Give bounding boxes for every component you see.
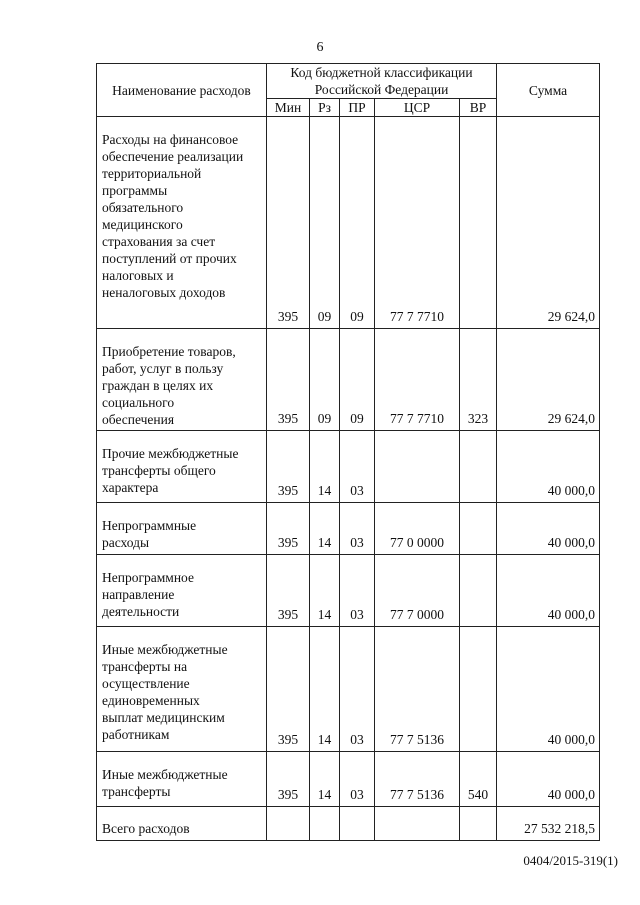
code-vr <box>460 627 497 752</box>
table-row <box>97 503 600 555</box>
code-min: 395 <box>267 329 310 431</box>
expense-name-line: работникам <box>102 727 170 742</box>
header-code-group: Код бюджетной классификации Российской Федерации <box>267 64 497 99</box>
amount: 40 000,0 <box>497 431 600 503</box>
expense-name-line: трансферты <box>102 784 171 799</box>
code-min: 395 <box>267 752 310 807</box>
total-empty-cell <box>267 807 310 841</box>
code-pr: 09 <box>340 329 375 431</box>
header-pr: ПР <box>340 99 375 117</box>
header-vr: ВР <box>460 99 497 117</box>
expense-name <box>97 329 267 431</box>
expense-name-line: неналоговых доходов <box>102 285 226 300</box>
expense-name-line: Расходы на финансовое <box>102 132 239 147</box>
expense-name <box>97 555 267 627</box>
total-empty-cell <box>340 807 375 841</box>
code-vr: 540 <box>460 752 497 807</box>
expense-name <box>97 431 267 503</box>
amount: 29 624,0 <box>497 117 600 329</box>
expense-name-line: социального <box>102 395 175 410</box>
expense-name-line: Приобретение товаров, <box>102 344 236 359</box>
expense-name-line: страхования за счет <box>102 234 216 249</box>
header-min: Мин <box>267 99 310 117</box>
table-row <box>97 329 600 431</box>
expense-name-line: расходы <box>102 535 150 550</box>
expense-name-line: обеспечение реализации <box>102 149 244 164</box>
expense-name-line: программы <box>102 183 168 198</box>
code-min: 395 <box>267 117 310 329</box>
table-row <box>97 431 600 503</box>
expense-name-line: работ, услуг в пользу <box>102 361 224 376</box>
code-csr: 77 7 7710 <box>375 117 460 329</box>
code-csr: 77 7 7710 <box>375 329 460 431</box>
expense-name-line: граждан в целях их <box>102 378 214 393</box>
code-rz: 14 <box>310 431 340 503</box>
expense-name-line: Иные межбюджетные <box>102 767 228 782</box>
code-rz: 09 <box>310 329 340 431</box>
code-min: 395 <box>267 503 310 555</box>
code-rz: 14 <box>310 752 340 807</box>
expense-name-line: поступлений от прочих <box>102 251 237 266</box>
expense-name-line: Непрограммные <box>102 518 197 533</box>
page-number: 6 <box>316 40 324 55</box>
code-pr: 03 <box>340 752 375 807</box>
code-pr: 03 <box>340 503 375 555</box>
amount: 40 000,0 <box>497 627 600 752</box>
table-row <box>97 752 600 807</box>
header-rz: Рз <box>310 99 340 117</box>
code-pr: 03 <box>340 627 375 752</box>
code-vr <box>460 431 497 503</box>
expense-name-line: Прочие межбюджетные <box>102 446 239 461</box>
expense-name-line: обязательного <box>102 200 184 215</box>
code-csr: 77 7 0000 <box>375 555 460 627</box>
code-csr: 77 7 5136 <box>375 752 460 807</box>
header-sum: Сумма <box>497 64 600 117</box>
expense-name <box>97 117 267 329</box>
expense-name-line: выплат медицинским <box>102 710 225 725</box>
code-vr <box>460 503 497 555</box>
code-csr: 77 7 5136 <box>375 627 460 752</box>
total-empty-cell <box>375 807 460 841</box>
code-vr: 323 <box>460 329 497 431</box>
code-min: 395 <box>267 431 310 503</box>
code-csr <box>375 431 460 503</box>
table-row <box>97 555 600 627</box>
expense-name <box>97 627 267 752</box>
code-rz: 09 <box>310 117 340 329</box>
code-pr: 03 <box>340 431 375 503</box>
expense-name-line: деятельности <box>102 604 180 619</box>
expense-name-line: направление <box>102 587 175 602</box>
header-csr: ЦСР <box>375 99 460 117</box>
table-row <box>97 117 600 329</box>
expense-name <box>97 752 267 807</box>
expense-name <box>97 503 267 555</box>
expense-name-line: Непрограммное <box>102 570 194 585</box>
expense-name-line: осуществление <box>102 676 190 691</box>
table-row <box>97 627 600 752</box>
total-empty-cell <box>310 807 340 841</box>
total-sum: 27 532 218,5 <box>497 807 600 841</box>
code-vr <box>460 555 497 627</box>
code-rz: 14 <box>310 503 340 555</box>
code-vr <box>460 117 497 329</box>
code-min: 395 <box>267 555 310 627</box>
expense-name-line: территориальной <box>102 166 202 181</box>
expense-name-line: Иные межбюджетные <box>102 642 228 657</box>
amount: 40 000,0 <box>497 503 600 555</box>
code-min: 395 <box>267 627 310 752</box>
expenses-table <box>96 63 600 841</box>
code-rz: 14 <box>310 627 340 752</box>
total-empty-cell <box>460 807 497 841</box>
amount: 29 624,0 <box>497 329 600 431</box>
expense-name-line: характера <box>102 480 159 495</box>
expense-name-line: медицинского <box>102 217 183 232</box>
code-pr: 09 <box>340 117 375 329</box>
code-csr: 77 0 0000 <box>375 503 460 555</box>
expense-name-line: единовременных <box>102 693 200 708</box>
expense-name-line: трансферты общего <box>102 463 216 478</box>
document-code: 0404/2015-319(1) <box>523 853 618 868</box>
expense-name-line: обеспечения <box>102 412 175 427</box>
header-name: Наименование расходов <box>97 64 267 117</box>
expense-name-line: налоговых и <box>102 268 174 283</box>
total-label: Всего расходов <box>97 807 267 841</box>
expense-name-line: трансферты на <box>102 659 188 674</box>
code-pr: 03 <box>340 555 375 627</box>
amount: 40 000,0 <box>497 555 600 627</box>
amount: 40 000,0 <box>497 752 600 807</box>
code-rz: 14 <box>310 555 340 627</box>
